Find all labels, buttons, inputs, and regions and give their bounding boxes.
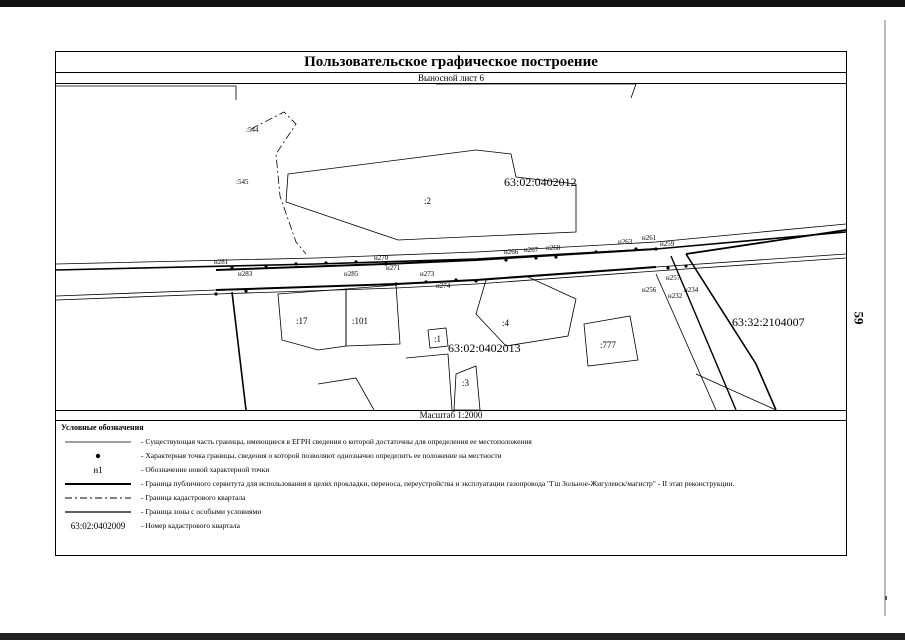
page-number: 59 xyxy=(851,311,867,325)
legend-text: - Граница зоны с особыми условиями xyxy=(141,507,262,516)
legend-item xyxy=(61,505,841,519)
bottom-scan-border xyxy=(0,633,905,640)
quarter-label-63-32-2104007: 63:32:2104007 xyxy=(732,315,805,329)
quarter-boundary-right xyxy=(671,256,736,410)
point-label-n281: н281 xyxy=(214,258,229,266)
dashdot-line-symbol xyxy=(63,491,133,505)
parcel-label-4: :4 xyxy=(502,318,510,328)
house-outline-2 xyxy=(406,354,452,410)
new-point-symbol: н1 xyxy=(93,465,103,475)
road-line-1 xyxy=(56,224,846,264)
point-label-n273: н273 xyxy=(420,270,435,278)
thin-line-symbol xyxy=(63,435,133,449)
map-sheet-frame xyxy=(55,51,847,556)
point-label-n263: н263 xyxy=(618,238,633,246)
road-line-4 xyxy=(56,258,846,300)
parcel-4-outline xyxy=(476,276,576,346)
legend-item xyxy=(61,435,841,449)
parcel-3-outline xyxy=(454,366,480,410)
legend-item xyxy=(61,477,841,491)
parcel-17-outline xyxy=(278,289,346,350)
point-label-n232: н232 xyxy=(668,292,683,300)
parcel-label-3: :3 xyxy=(462,378,470,388)
quarter-label-63-02-0402013: 63:02:0402013 xyxy=(448,341,521,355)
legend-item xyxy=(61,519,841,533)
house-outline-1 xyxy=(318,378,374,410)
servitude-boundary-right xyxy=(686,254,776,410)
legend-title: Условные обозначения xyxy=(61,423,144,432)
quarter-number-symbol: 63:02:0402009 xyxy=(70,521,126,531)
parcel-label-2: :2 xyxy=(424,196,432,206)
map-scale: Масштаб 1:2000 xyxy=(56,410,846,420)
legend-text: - Граница публичного сервитута для использования в целях прокладки, переноса, переустройства и эксплуатации газопровода "Гш Зольное-Жигулевск/магистр" - II этап реконструкции. xyxy=(141,479,735,488)
bold-line-symbol xyxy=(63,477,133,491)
point-label-n256: н256 xyxy=(642,286,657,294)
legend-text: - Номер кадастрового квартала xyxy=(141,521,240,530)
parcel-label-545: :545 xyxy=(236,178,249,186)
point-label-n271: н271 xyxy=(386,264,401,272)
point-label-n274: н274 xyxy=(436,282,451,290)
point-label-n283: н283 xyxy=(238,270,253,278)
parcel-2-outline xyxy=(286,150,576,240)
parcel-label-777: :777 xyxy=(600,340,617,350)
scan-mark xyxy=(885,596,887,600)
parcel-label-544: :544 xyxy=(246,126,259,134)
scan-edge-line xyxy=(884,20,886,616)
point-label-n234: н234 xyxy=(684,286,699,294)
zone-line-symbol xyxy=(63,505,133,519)
point-label-n285: н285 xyxy=(344,270,359,278)
point-label-n270: н270 xyxy=(374,254,389,262)
map-area xyxy=(56,84,846,410)
point-label-n268: н268 xyxy=(546,244,561,252)
legend-item xyxy=(61,491,841,505)
parcel-label-17: :17 xyxy=(296,316,308,326)
parcel-label-101: :101 xyxy=(352,316,369,326)
parcel-outline-top-right xyxy=(436,84,636,98)
page-title: Пользовательское графическое построение xyxy=(56,52,846,73)
quarter-label-63-02-0402012: 63:02:0402012 xyxy=(504,175,577,189)
legend-text: - Граница кадастрового квартала xyxy=(141,493,246,502)
legend-text: - Обозначение новой характерной точки xyxy=(141,465,270,474)
point-label-n259: н259 xyxy=(660,240,675,248)
parcel-label-1: :1 xyxy=(434,334,442,344)
point-label-n261: н261 xyxy=(642,234,657,242)
legend xyxy=(56,420,846,557)
legend-item xyxy=(61,463,841,477)
parcel-left-boundary xyxy=(232,292,246,410)
legend-text: - Характерная точка границы, сведения о которой позволяют однозначно определить ее положение на местности xyxy=(141,451,502,460)
point-label-n267: н267 xyxy=(524,246,539,254)
sheet-subtitle: Выносной лист 6 xyxy=(56,73,846,84)
parcel-outline-top xyxy=(56,86,236,100)
dot-symbol xyxy=(63,449,133,463)
point-label-n257: н257 xyxy=(666,274,681,282)
point-label-n266: н266 xyxy=(504,248,519,256)
quarter-boundary-dashdot xyxy=(251,112,306,254)
legend-item xyxy=(61,449,841,463)
top-scan-border xyxy=(0,0,905,7)
legend-text: - Существующая часть границы, имеющиеся в ЕГРН сведения о которой достаточны для определения ее местоположения xyxy=(141,437,532,446)
servitude-boundary-east xyxy=(686,230,846,254)
